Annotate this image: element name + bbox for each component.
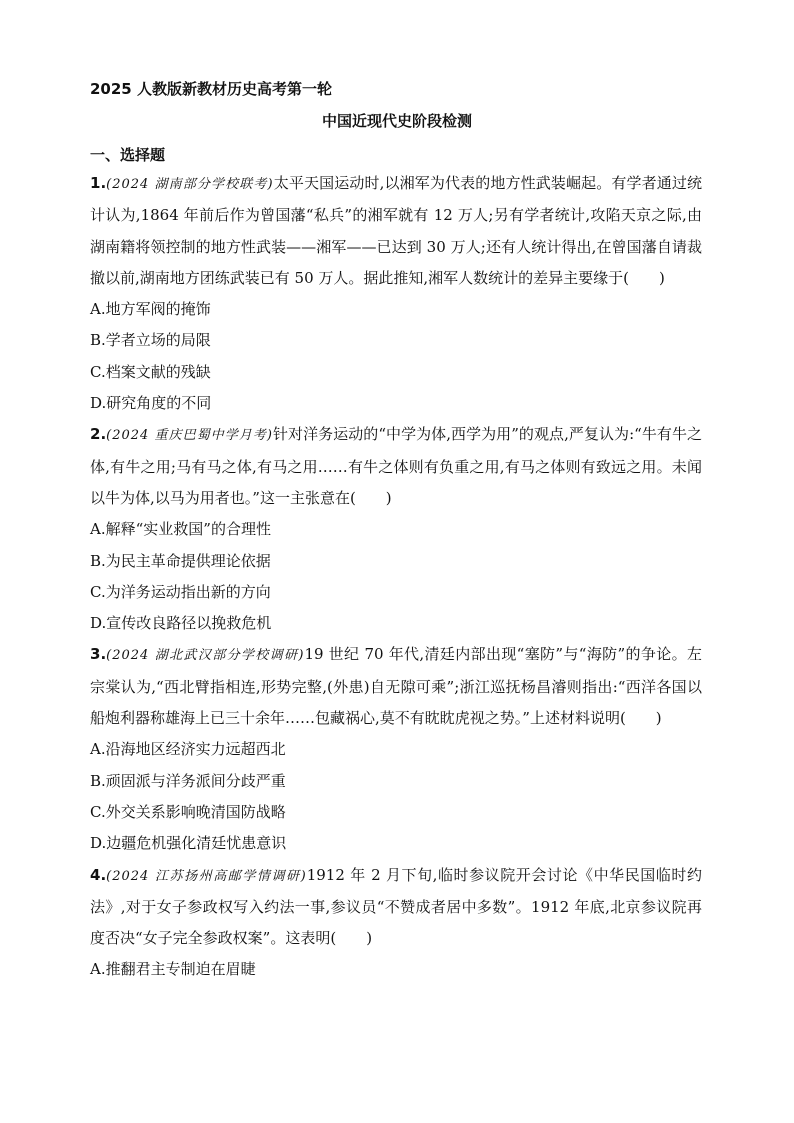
question-text: 1912 年 2 月下旬,临时参议院开会讨论《中华民国临时约法》,对于女子参政权写入约法一事,参议员“不赞成者居中多数”。1912 年底,北京参议院再度否决“女子完全参政权案”。这表明( ) [90,865,702,948]
question-stem: 4.(2024 江苏扬州高邮学情调研)1912 年 2 月下旬,临时参议院开会讨论《中华民国临时约法》,对于女子参政权写入约法一事,参议员“不赞成者居中多数”。1912 年底,北京参议院再度否决“女子完全参政权案”。这表明( ) [90,865,702,948]
question-stem: 1.(2024 湖南部分学校联考)太平天国运动时,以湘军为代表的地方性武装崛起。有学者通过统计认为,1864 年前后作为曾国藩“私兵”的湘军就有 12 万人;另有学者统计,攻陷天京之际,由湖南籍将领控制的地方性武装——湘军——已达到 30 万人;还有人统计得出,在曾国藩自请裁撤以前,湖南地方团练武装已有 50 万人。据此推知,湘军人数统计的差异主要缘于( ) [90,174,702,287]
document-header: 2025 人教版新教材历史高考第一轮 [90,80,332,98]
option-b[interactable]: B.为民主革命提供理论依据 [90,551,271,570]
option-c[interactable]: C.外交关系影响晚清国防战略 [90,802,286,821]
option-a[interactable]: A.解释“实业救国”的合理性 [90,520,271,539]
page-title: 中国近现代史阶段检测 [321,112,472,130]
question-3 [90,639,702,859]
question-stem: 2.(2024 重庆巴蜀中学月考)针对洋务运动的“中学为体,西学为用”的观点,严复认为:“牛有牛之体,有牛之用;马有马之体,有马之用……有牛之体则有负重之用,有马之体则有致远之用。未闻以牛为体,以马为用者也。”这一主张意在( ) [90,425,702,507]
question-source: (2024 湖北武汉部分学校调研) [106,648,305,664]
section-heading: 一、选择题 [90,146,166,164]
option-d[interactable]: D.研究角度的不同 [90,394,212,413]
option-d[interactable]: D.边疆危机强化清廷忧患意识 [90,834,287,853]
question-source: (2024 江苏扬州高邮学情调研) [106,868,307,884]
option-b[interactable]: B.顽固派与洋务派间分歧严重 [90,771,286,790]
question-text: 针对洋务运动的“中学为体,西学为用”的观点,严复认为:“牛有牛之体,有牛之用;马有马之体,有马之用……有牛之体则有负重之用,有马之体则有致远之用。未闻以牛为体,以马为用者也。”这一主张意在( ) [90,425,702,507]
question-stem: 3.(2024 湖北武汉部分学校调研)19 世纪 70 年代,清廷内部出现“塞防”与“海防”的争论。左宗棠认为,“西北臂指相连,形势完整,(外患)自无隙可乘”;浙江巡抚杨昌濬则指出:“西洋各国以船炮利器称雄海上已三十余年……包藏祸心,莫不有眈眈虎视之势。”上述材料说明( ) [90,645,702,728]
option-a[interactable]: A.地方军阀的掩饰 [90,300,211,319]
question-source: (2024 湖南部分学校联考) [106,177,274,192]
question-text: 19 世纪 70 年代,清廷内部出现“塞防”与“海防”的争论。左宗棠认为,“西北臂指相连,形势完整,(外患)自无隙可乘”;浙江巡抚杨昌濬则指出:“西洋各国以船炮利器称雄海上已三十余年……包藏祸心,莫不有眈眈虎视之势。”上述材料说明( ) [90,645,702,728]
option-d[interactable]: D.宣传改良路径以挽救危机 [90,614,272,633]
question-text: 太平天国运动时,以湘军为代表的地方性武装崛起。有学者通过统计认为,1864 年前后作为曾国藩“私兵”的湘军就有 12 万人;另有学者统计,攻陷天京之际,由湖南籍将领控制的地方性武装——湘军——已达到 30 万人;还有人统计得出,在曾国藩自请裁撤以前,湖南地方团练武装已有 50 万人。据此推知,湘军人数统计的差异主要缘于( ) [90,174,702,287]
question-2 [90,419,702,639]
question-4 [90,860,702,986]
option-a[interactable]: A.沿海地区经济实力远超西北 [90,740,286,759]
question-number: 2 [90,425,101,444]
option-c[interactable]: C.为洋务运动指出新的方向 [90,582,271,601]
question-number: 1 [90,174,101,192]
question-list [90,168,702,986]
question-number: 3 [90,645,101,664]
option-c[interactable]: C.档案文献的残缺 [90,362,211,381]
option-a[interactable]: A.推翻君主专制迫在眉睫 [90,960,256,979]
question-1 [90,168,702,419]
question-number: 4 [90,865,101,884]
option-b[interactable]: B.学者立场的局限 [90,331,211,350]
question-source: (2024 重庆巴蜀中学月考) [106,428,273,444]
